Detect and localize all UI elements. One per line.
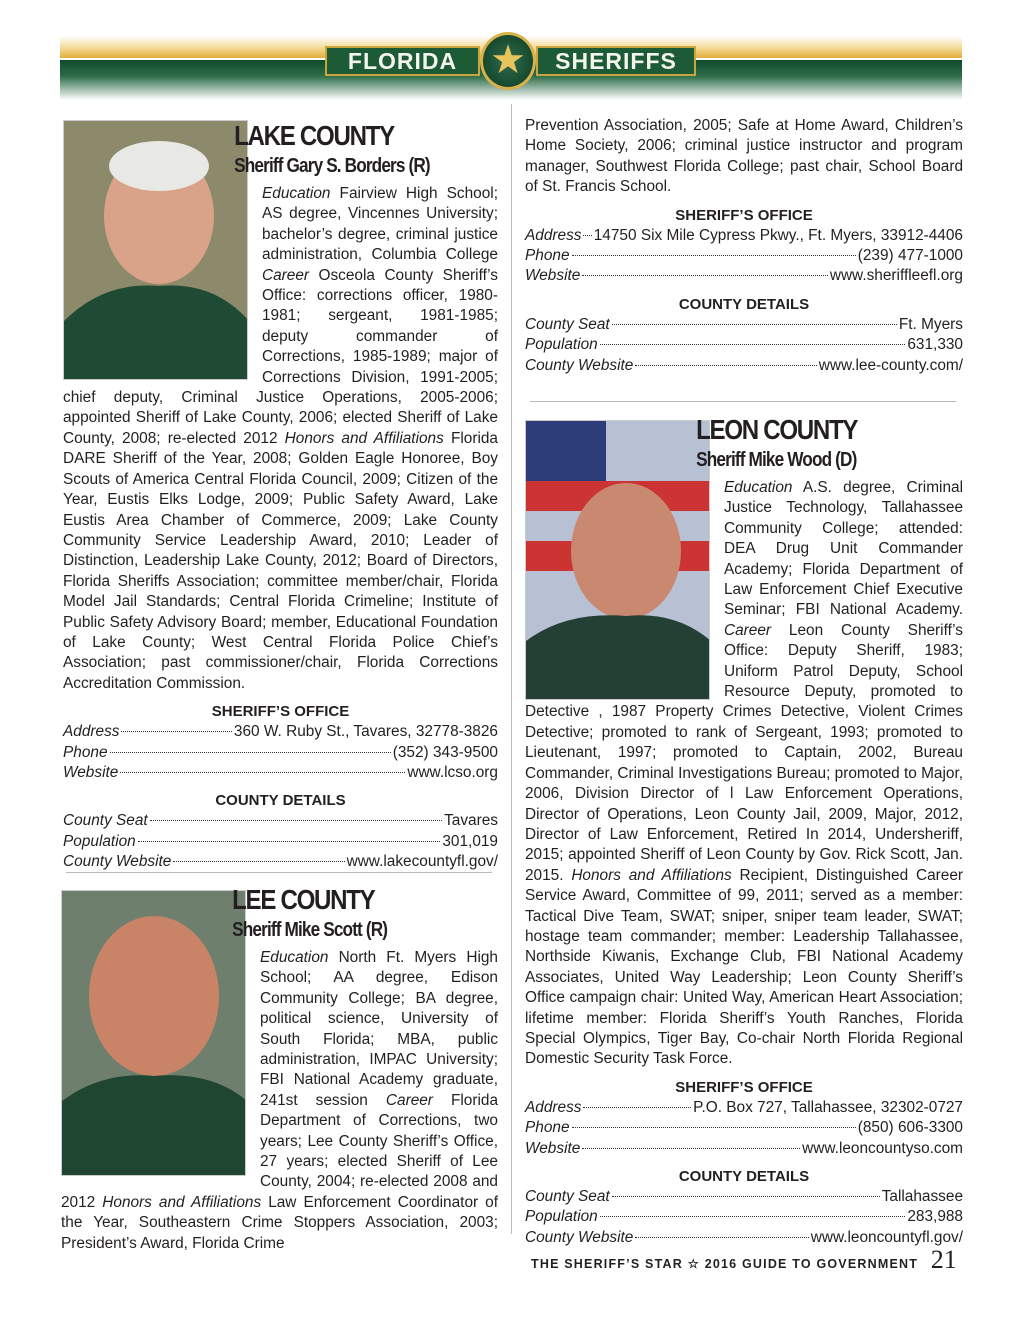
section-divider — [66, 872, 492, 873]
info-label: County Website — [63, 853, 172, 871]
info-label: Population — [525, 1208, 598, 1226]
dot-leader — [138, 841, 441, 842]
info-value: Ft. Myers — [898, 315, 963, 333]
publication-name: THE SHERIFF’S STAR — [531, 1257, 683, 1271]
info-row — [525, 266, 963, 286]
banner-left-text: FLORIDA — [325, 46, 480, 76]
info-label: Website — [525, 1139, 581, 1157]
dot-leader — [583, 235, 591, 236]
dot-leader — [572, 255, 856, 256]
info-row — [525, 1187, 963, 1207]
info-row — [525, 1098, 963, 1118]
dot-leader — [612, 1196, 880, 1197]
info-row — [525, 1139, 963, 1159]
info-label: Address — [525, 1098, 582, 1116]
info-label: Website — [63, 763, 119, 781]
info-label: County Seat — [63, 812, 148, 830]
sheriffs-office-list — [63, 722, 498, 783]
info-value: 283,988 — [907, 1208, 963, 1226]
sheriffs-office-heading: SHERIFF’S OFFICE — [211, 703, 350, 721]
sheriff-name: Sheriff Mike Wood (D) — [696, 449, 857, 471]
bio-label: Honors and Affiliations — [102, 1193, 262, 1211]
info-label: County Seat — [525, 1188, 610, 1205]
sheriffs-office-heading: SHERIFF’S OFFICE — [675, 206, 813, 224]
info-row — [525, 1207, 963, 1227]
dot-leader — [612, 324, 897, 325]
info-label: Population — [63, 832, 136, 850]
info-value: www.lcso.org — [407, 763, 498, 781]
bio-text: Recipient, Distinguished Career Service Award, Committee of 99, 2011; served as a member: Tactical Dive Team, SWAT; sniper, sniper team leader, SWAT; hostage team commander; member: Leadership Tallahassee, Northside Kiwanis, Exchange Club, FBI National Academy Associates, United Way Leadership; Leon County Sheriff’s Office campaign chair: United Way, American Heart Association; lifetime member: Florida Sheriff’s Youth Ranches, Florida Special Olympics, Tiger Bay, Co-chair North Florida Regional Domestic Security Task Force. — [525, 866, 964, 1068]
bio-text: Osceola County Sheriff’s Office: corrections officer, 1980-1981; sergeant, 1981-1985; deputy commander of Corrections, 1985-1989; major of Corrections Division, 1991-2005; chief deputy, Criminal Justice Operations, 2005-2006; appointed Sheriff of Lake County, 2006; elected Sheriff of Lake County, 2008; re-elected 2012 — [63, 266, 498, 447]
bio-text: North Ft. Myers High School; AA degree, Edison Community College; BA degree, political science, University of South Florida; MBA, public administration, IMPAC University; FBI National Academy graduate, 241st session — [260, 949, 498, 1109]
dot-leader — [173, 861, 344, 862]
dot-leader — [600, 1216, 906, 1217]
info-row — [525, 335, 963, 355]
page-footer — [531, 1245, 957, 1275]
sheriff-bio-continued — [525, 116, 963, 198]
dot-leader — [635, 1237, 808, 1238]
county-heading: LEE COUNTY — [232, 884, 375, 915]
bio-text: Leon County Sheriff’s Office: Deputy Sheriff, 1983; Uniform Patrol Deputy, School Resource Deputy, promoted to Detective , 1987 Property Crimes Detective, Violent Crimes Detective; promoted to rank of Sergeant, 1993; promoted to Lieutenant, 1997; promoted to Captain, 2002, Bureau Commander, Criminal Investigations Bureau; promoted to Major, 2006, Division Director of l Law Enforcement Operations, Director of Operations, Leon County Jail, 2009, Major, 2012, Director of Law Enforcement, Retired In 2014, Undersheriff, 2015; appointed Sheriff of Leon County by Gov. Rick Scott, Jan. 2015. — [525, 621, 963, 884]
county-details-heading: COUNTY DETAILS — [678, 1168, 810, 1185]
lake-county-section — [63, 120, 498, 873]
dot-leader — [600, 344, 906, 345]
county-heading: LEON COUNTY — [696, 414, 858, 445]
bio-label: Honors and Affiliations — [571, 866, 732, 884]
info-value: (239) 477-1000 — [857, 247, 963, 265]
info-value: www.leoncountyso.com — [802, 1139, 963, 1157]
dot-leader — [150, 820, 442, 821]
info-row — [525, 356, 963, 376]
dot-leader — [635, 365, 816, 366]
page-number: 21 — [930, 1245, 957, 1274]
info-row — [63, 743, 498, 763]
info-label: County Website — [525, 356, 634, 374]
info-value: www.lee-county.com/ — [818, 356, 963, 374]
publication-subtitle: 2016 GUIDE TO GOVERNMENT — [704, 1257, 919, 1271]
info-row — [63, 811, 498, 831]
column-divider — [511, 104, 512, 1234]
bio-text: Florida DARE Sheriff of the Year, 2008; Golden Eagle Honoree, Boy Scouts of America Central Florida Council, 2009; Citizen of the Year, Eustis Elks Lodge, 2009; Public Safety Award, Lake Eustis Area Chamber of Commerce, 2009; Lake County Community Service Leadership Award, 2010; Leader of Distinction, Leadership Lake County, 2012; Board of Directors, Florida Sheriffs Association; committee member/chair, Florida Model Jail Standards; Central Florida Crimeline; Institute of Public Safety Advisory Board; member, Educational Foundation of Lake County; West Central Florida Police Chief’s Association; past commissioner/chair, Florida Corrections Accreditation Commission. — [63, 429, 498, 692]
dot-leader — [121, 731, 231, 732]
lee-county-continued — [525, 116, 963, 376]
bio-label: Career — [262, 266, 310, 284]
info-label: Address — [63, 723, 120, 741]
dot-leader — [582, 1148, 800, 1149]
dot-leader — [583, 1107, 691, 1108]
florida-sheriffs-banner — [60, 36, 962, 100]
info-value: 631,330 — [907, 336, 963, 354]
info-value: (352) 343-9500 — [392, 743, 498, 761]
bio-text: Florida Department of Corrections, two years; Lee County Sheriff’s Office, 27 years; elected Sheriff of Lee County, 2004; re-elected 2008 and 2012 — [61, 1091, 499, 1211]
bio-label: Education — [724, 479, 793, 496]
info-row — [525, 315, 963, 335]
lee-county-section — [61, 884, 498, 1254]
info-value: (850) 606-3300 — [857, 1119, 963, 1137]
info-row — [63, 763, 498, 783]
banner-right-text: SHERIFFS — [536, 46, 696, 76]
section-divider — [530, 401, 956, 402]
dot-leader — [110, 752, 391, 753]
info-label: Population — [525, 336, 598, 354]
info-value: www.leoncountyfl.gov/ — [810, 1228, 963, 1246]
info-value: Tavares — [444, 812, 498, 830]
bio-label: Honors and Affiliations — [284, 429, 444, 447]
info-label: Phone — [63, 743, 108, 761]
bio-text: Fairview High School; AS degree, Vincennes University; bachelor’s degree, criminal justice administration, Columbia College — [262, 185, 498, 264]
info-value: 360 W. Ruby St., Tavares, 32778-3826 — [233, 723, 498, 741]
info-value: www.lakecountyfl.gov/ — [346, 853, 498, 871]
info-row — [525, 1118, 963, 1138]
dot-leader — [582, 275, 828, 276]
bio-label: Career — [385, 1091, 433, 1109]
info-label: County Website — [525, 1228, 634, 1246]
bio-label: Career — [724, 621, 772, 639]
info-label: County Seat — [525, 315, 610, 333]
county-details-list — [63, 811, 498, 872]
info-label: Phone — [525, 247, 570, 265]
sheriffs-office-list — [525, 226, 963, 287]
info-row — [525, 246, 963, 266]
info-row — [63, 722, 498, 742]
info-row — [525, 226, 963, 246]
info-value: 14750 Six Mile Cypress Pkwy., Ft. Myers, 33912-4406 — [593, 226, 963, 244]
info-value: 301,019 — [442, 832, 498, 850]
dot-leader — [120, 772, 405, 773]
county-details-list — [525, 315, 963, 376]
sheriffs-office-list — [525, 1098, 963, 1159]
star-icon: ☆ — [687, 1257, 705, 1271]
bio-text: Prevention Association, 2005; Safe at Home Award, Children’s Home Society, 2006; criminal justice instructor and program manager, Southwest Florida College; past chair, School Board of St. Francis School. — [525, 117, 963, 196]
county-details-heading: COUNTY DETAILS — [215, 792, 346, 810]
sheriff-name: Sheriff Gary S. Borders (R) — [234, 155, 430, 177]
info-value: www.sheriffleefl.org — [829, 267, 963, 285]
info-label: Address — [525, 226, 582, 244]
county-heading: LAKE COUNTY — [234, 120, 394, 151]
county-details-list — [525, 1187, 963, 1248]
info-row — [63, 852, 498, 872]
leon-county-section — [525, 414, 963, 1248]
info-row — [63, 832, 498, 852]
info-label: Website — [525, 267, 581, 285]
sheriff-name: Sheriff Mike Scott (R) — [232, 919, 388, 941]
info-value: Tallahassee — [881, 1188, 963, 1205]
bio-text: Law Enforcement Coordinator of the Year, Southeastern Crime Stoppers Association, 2003; President’s Award, Florida Crime — [61, 1193, 498, 1252]
dot-leader — [572, 1127, 856, 1128]
bio-label: Education — [262, 185, 331, 202]
county-details-heading: COUNTY DETAILS — [678, 295, 810, 313]
info-label: Phone — [525, 1119, 570, 1137]
sheriff-star-icon: ★ — [480, 32, 536, 90]
bio-label: Education — [260, 949, 329, 966]
sheriffs-office-heading: SHERIFF’S OFFICE — [675, 1078, 813, 1096]
info-value: P.O. Box 727, Tallahassee, 32302-0727 — [693, 1098, 963, 1116]
bio-text: A.S. degree, Criminal Justice Technology, Tallahassee Community College; attended: DEA Drug Unit Commander Academy; Florida Department of Law Enforcement Chief Executive Seminar; FBI National Academy. — [724, 479, 963, 619]
